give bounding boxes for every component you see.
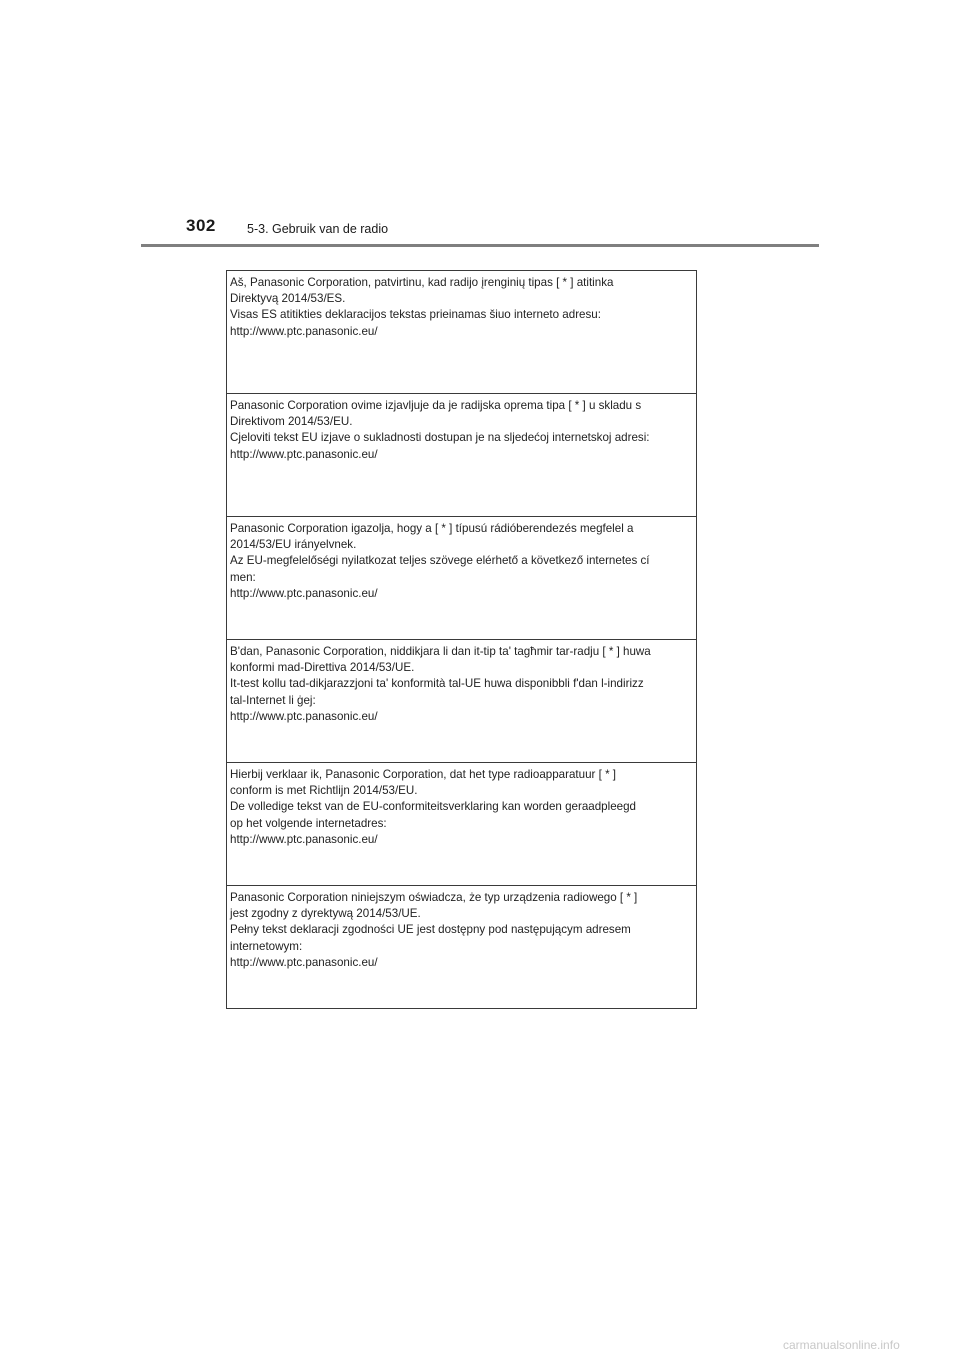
declaration-url: http://www.ptc.panasonic.eu/ bbox=[230, 586, 378, 600]
declaration-line: 2014/53/EU irányelvnek. bbox=[230, 538, 357, 552]
declaration-cell-mt bbox=[227, 640, 696, 763]
declaration-cell-hu bbox=[227, 517, 696, 640]
page-number: 302 bbox=[186, 216, 216, 235]
declaration-line: Panasonic Corporation niniejszym oświadcza, że typ urządzenia radiowego [ * ] bbox=[230, 891, 638, 904]
declaration-line: Pełny tekst deklaracji zgodności UE jest dostępny pod następującym adresem bbox=[230, 923, 631, 937]
declaration-line: Cjeloviti tekst EU izjave o sukladnosti dostupan je na sljedećoj internetskoj adresi: bbox=[230, 431, 650, 445]
declaration-table bbox=[226, 270, 697, 1009]
declaration-cell-lt bbox=[227, 271, 696, 394]
declaration-line: conform is met Richtlijn 2014/53/EU. bbox=[230, 784, 418, 798]
footer-watermark: carmanualsonline.info bbox=[783, 1338, 900, 1352]
declaration-line: tal-Internet li ġej: bbox=[230, 693, 316, 707]
declaration-line: Aš, Panasonic Corporation, patvirtinu, kad radijo įrenginių tipas [ * ] atitinka bbox=[230, 276, 614, 289]
declaration-url: http://www.ptc.panasonic.eu/ bbox=[230, 955, 378, 969]
declaration-line: men: bbox=[230, 570, 256, 584]
declaration-line: B'dan, Panasonic Corporation, niddikjara li dan it-tip ta' tagħmir tar-radju [ * ] huwa bbox=[230, 645, 651, 658]
declaration-cell-nl bbox=[227, 763, 696, 886]
declaration-line: De volledige tekst van de EU-conformiteitsverklaring kan worden geraadpleegd bbox=[230, 800, 637, 814]
declaration-line: Visas ES atitikties deklaracijos tekstas prieinamas šiuo interneto adresu: bbox=[230, 308, 601, 322]
declaration-line: internetowym: bbox=[230, 939, 303, 953]
declaration-line: Panasonic Corporation ovime izjavljuje da je radijska oprema tipa [ * ] u skladu s bbox=[230, 399, 642, 412]
declaration-line: Direktyvą 2014/53/ES. bbox=[230, 292, 346, 306]
declaration-url: http://www.ptc.panasonic.eu/ bbox=[230, 447, 378, 461]
declaration-url: http://www.ptc.panasonic.eu/ bbox=[230, 709, 378, 723]
declaration-line: Hierbij verklaar ik, Panasonic Corporation, dat het type radioapparatuur [ * ] bbox=[230, 768, 617, 781]
declaration-line: Panasonic Corporation igazolja, hogy a [ * ] típusú rádióberendezés megfelel a bbox=[230, 522, 634, 535]
declaration-cell-pl bbox=[227, 886, 696, 1008]
declaration-url: http://www.ptc.panasonic.eu/ bbox=[230, 832, 378, 846]
declaration-url: http://www.ptc.panasonic.eu/ bbox=[230, 324, 378, 338]
declaration-line: konformi mad-Direttiva 2014/53/UE. bbox=[230, 661, 415, 675]
header-rule bbox=[141, 244, 819, 247]
declaration-line: op het volgende internetadres: bbox=[230, 816, 387, 830]
declaration-line: Direktivom 2014/53/EU. bbox=[230, 415, 353, 429]
declaration-line: Az EU-megfelelőségi nyilatkozat teljes szövege elérhető a következő internetes cí bbox=[230, 554, 650, 568]
declaration-cell-hr bbox=[227, 394, 696, 517]
declaration-line: It-test kollu tad-dikjarazzjoni ta' konformità tal-UE huwa disponibbli f'dan l-indirizz bbox=[230, 677, 644, 691]
declaration-line: jest zgodny z dyrektywą 2014/53/UE. bbox=[230, 907, 421, 921]
section-title: 5-3. Gebruik van de radio bbox=[247, 222, 389, 236]
